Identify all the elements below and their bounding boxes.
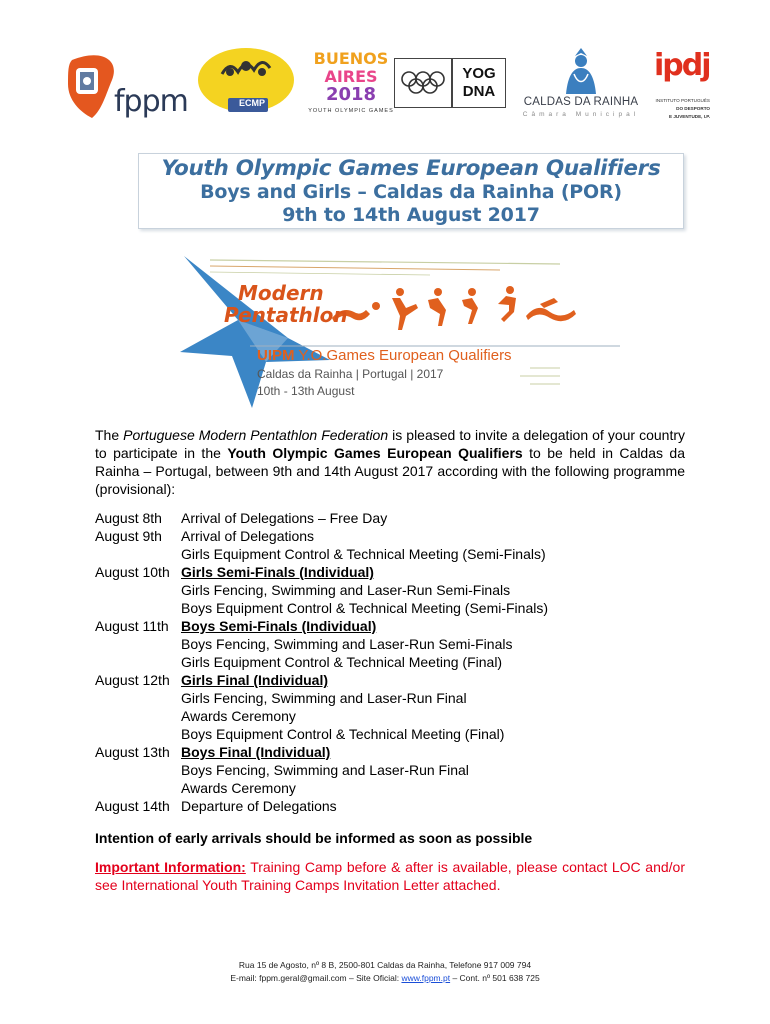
schedule-list (95, 509, 685, 815)
ba-word-1: BUENOS (313, 49, 389, 68)
caldas-title: CALDAS DA RAINHA (523, 96, 639, 108)
ba-subtitle: YOUTH OLYMPIC GAMES (308, 108, 394, 114)
ecmp-emblem-icon (192, 46, 300, 122)
schedule-date: August 9th (95, 528, 162, 544)
schedule-event: Awards Ceremony (181, 708, 296, 724)
schedule-date: August 10th (95, 564, 170, 580)
schedule-date: August 12th (95, 672, 170, 688)
schedule-date: August 13th (95, 744, 170, 760)
ipdj-sub-3: E JUVENTUDE, I.P. (668, 114, 710, 119)
intro-event-name: Youth Olympic Games European Qualifiers (227, 445, 523, 461)
ipdj-sub-2: DO DESPORTO (676, 106, 710, 111)
title-line-3: 9th to 14th August 2017 (282, 204, 540, 226)
title-box (138, 153, 684, 229)
schedule-event: Arrival of Delegations – Free Day (181, 510, 388, 526)
schedule-event: Boys Equipment Control & Technical Meeting (Final) (181, 726, 505, 742)
intro-part-5: to be held in Caldas da Rainha – Portugal, between 9th and 14th August 2017 according with the following programme (provisional): (95, 445, 685, 497)
schedule-row (95, 617, 685, 635)
ipdj-logo (648, 50, 710, 122)
olympic-rings-logo (394, 58, 452, 108)
schedule-event: Awards Ceremony (181, 780, 296, 796)
title-line-1: Youth Olympic Games European Qualifiers (161, 156, 661, 181)
intention-note: Intention of early arrivals should be informed as soon as possible (95, 830, 533, 846)
schedule-row (95, 761, 685, 779)
schedule-event: Girls Equipment Control & Technical Meeting (Final) (181, 654, 503, 670)
ecmp-logo (192, 46, 300, 122)
schedule-row (95, 599, 685, 617)
footer-vat: – Cont. nº 501 638 725 (450, 973, 540, 983)
intro-part-1: The (95, 427, 124, 443)
schedule-row (95, 725, 685, 743)
intro-part-3: is pleased to invite a delegation of your country to participate in the (95, 427, 685, 461)
banner-dates: 10th - 13th August (257, 384, 355, 398)
schedule-row (95, 635, 685, 653)
schedule-event: Departure of Delegations (181, 798, 337, 814)
caldas-subtitle: Câmara Municipal (522, 111, 640, 118)
ecmp-label: ECMP (238, 98, 265, 108)
ipdj-wordmark: ipdj (654, 48, 710, 83)
schedule-row (95, 509, 685, 527)
schedule-event: Girls Final (Individual) (181, 672, 329, 688)
banner-pentathlon: Pentathlon (224, 303, 348, 327)
fppm-logo (62, 50, 192, 120)
title-line-2: Boys and Girls – Caldas da Rainha (POR) (200, 181, 622, 203)
schedule-event: Boys Fencing, Swimming and Laser-Run Semi-Finals (181, 636, 513, 652)
schedule-event: Boys Final (Individual) (181, 744, 331, 760)
fppm-emblem-icon (62, 50, 122, 120)
banner-uipm-rest: Y.O.Games European Qualifiers (294, 347, 512, 364)
schedule-date: August 11th (95, 618, 169, 634)
ipdj-sub-1: INSTITUTO PORTUGUÊS (655, 98, 710, 103)
schedule-row (95, 689, 685, 707)
schedule-row (95, 653, 685, 671)
schedule-row (95, 743, 685, 761)
olympic-rings-icon (395, 59, 451, 107)
schedule-row (95, 797, 685, 815)
dna-word: DNA (462, 83, 496, 100)
important-label: Important Information: (95, 859, 246, 875)
schedule-row (95, 581, 685, 599)
ba-word-2: AIRES (324, 67, 378, 86)
schedule-event: Girls Semi-Finals (Individual) (181, 564, 374, 580)
schedule-event: Arrival of Delegations (181, 528, 315, 544)
yog-dna-logo (452, 58, 506, 108)
fppm-wordmark: fppm (114, 84, 188, 119)
schedule-event: Girls Fencing, Swimming and Laser-Run Semi-Finals (181, 582, 511, 598)
ba-word-3: 2018 (325, 84, 377, 105)
modern-pentathlon-banner (180, 250, 625, 410)
banner-graphic-icon (180, 250, 625, 410)
footer-email: E-mail: fppm.geral@gmail.com – Site Oficial: (230, 973, 402, 983)
schedule-row (95, 707, 685, 725)
banner-uipm-line (257, 347, 512, 364)
footer-address: Rua 15 de Agosto, nº 8 B, 2500-801 Caldas da Rainha, Telefone 917 009 794 (238, 960, 532, 970)
banner-place: Caldas da Rainha | Portugal | 2017 (257, 367, 444, 381)
schedule-event: Girls Equipment Control & Technical Meeting (Semi-Finals) (181, 546, 546, 562)
schedule-date: August 14th (95, 798, 170, 814)
important-text: Training Camp before & after is available, please contact LOC and/or see International Youth Training Camps Invitation Letter attached. (95, 859, 685, 893)
schedule-event: Girls Fencing, Swimming and Laser-Run Final (181, 690, 467, 706)
footer-site-link[interactable]: www.fppm.pt (401, 973, 451, 983)
schedule-row (95, 671, 685, 689)
important-information (95, 858, 685, 894)
yog-word: YOG (462, 65, 496, 82)
buenos-aires-2018-logo (308, 48, 394, 118)
footer-contact (0, 973, 770, 983)
schedule-row (95, 779, 685, 797)
schedule-row (95, 545, 685, 563)
queen-figure-icon (522, 44, 640, 96)
schedule-event: Boys Fencing, Swimming and Laser-Run Final (181, 762, 469, 778)
schedule-row (95, 527, 685, 545)
caldas-da-rainha-logo (522, 44, 640, 122)
banner-uipm-bold: UIPM (257, 347, 295, 364)
schedule-event: Boys Equipment Control & Technical Meeting (Semi-Finals) (181, 600, 549, 616)
schedule-date: August 8th (95, 510, 162, 526)
intro-paragraph (95, 426, 685, 498)
banner-modern: Modern (238, 281, 324, 305)
schedule-row (95, 563, 685, 581)
intro-federation: Portuguese Modern Pentathlon Federation (123, 427, 389, 443)
schedule-event: Boys Semi-Finals (Individual) (181, 618, 377, 634)
